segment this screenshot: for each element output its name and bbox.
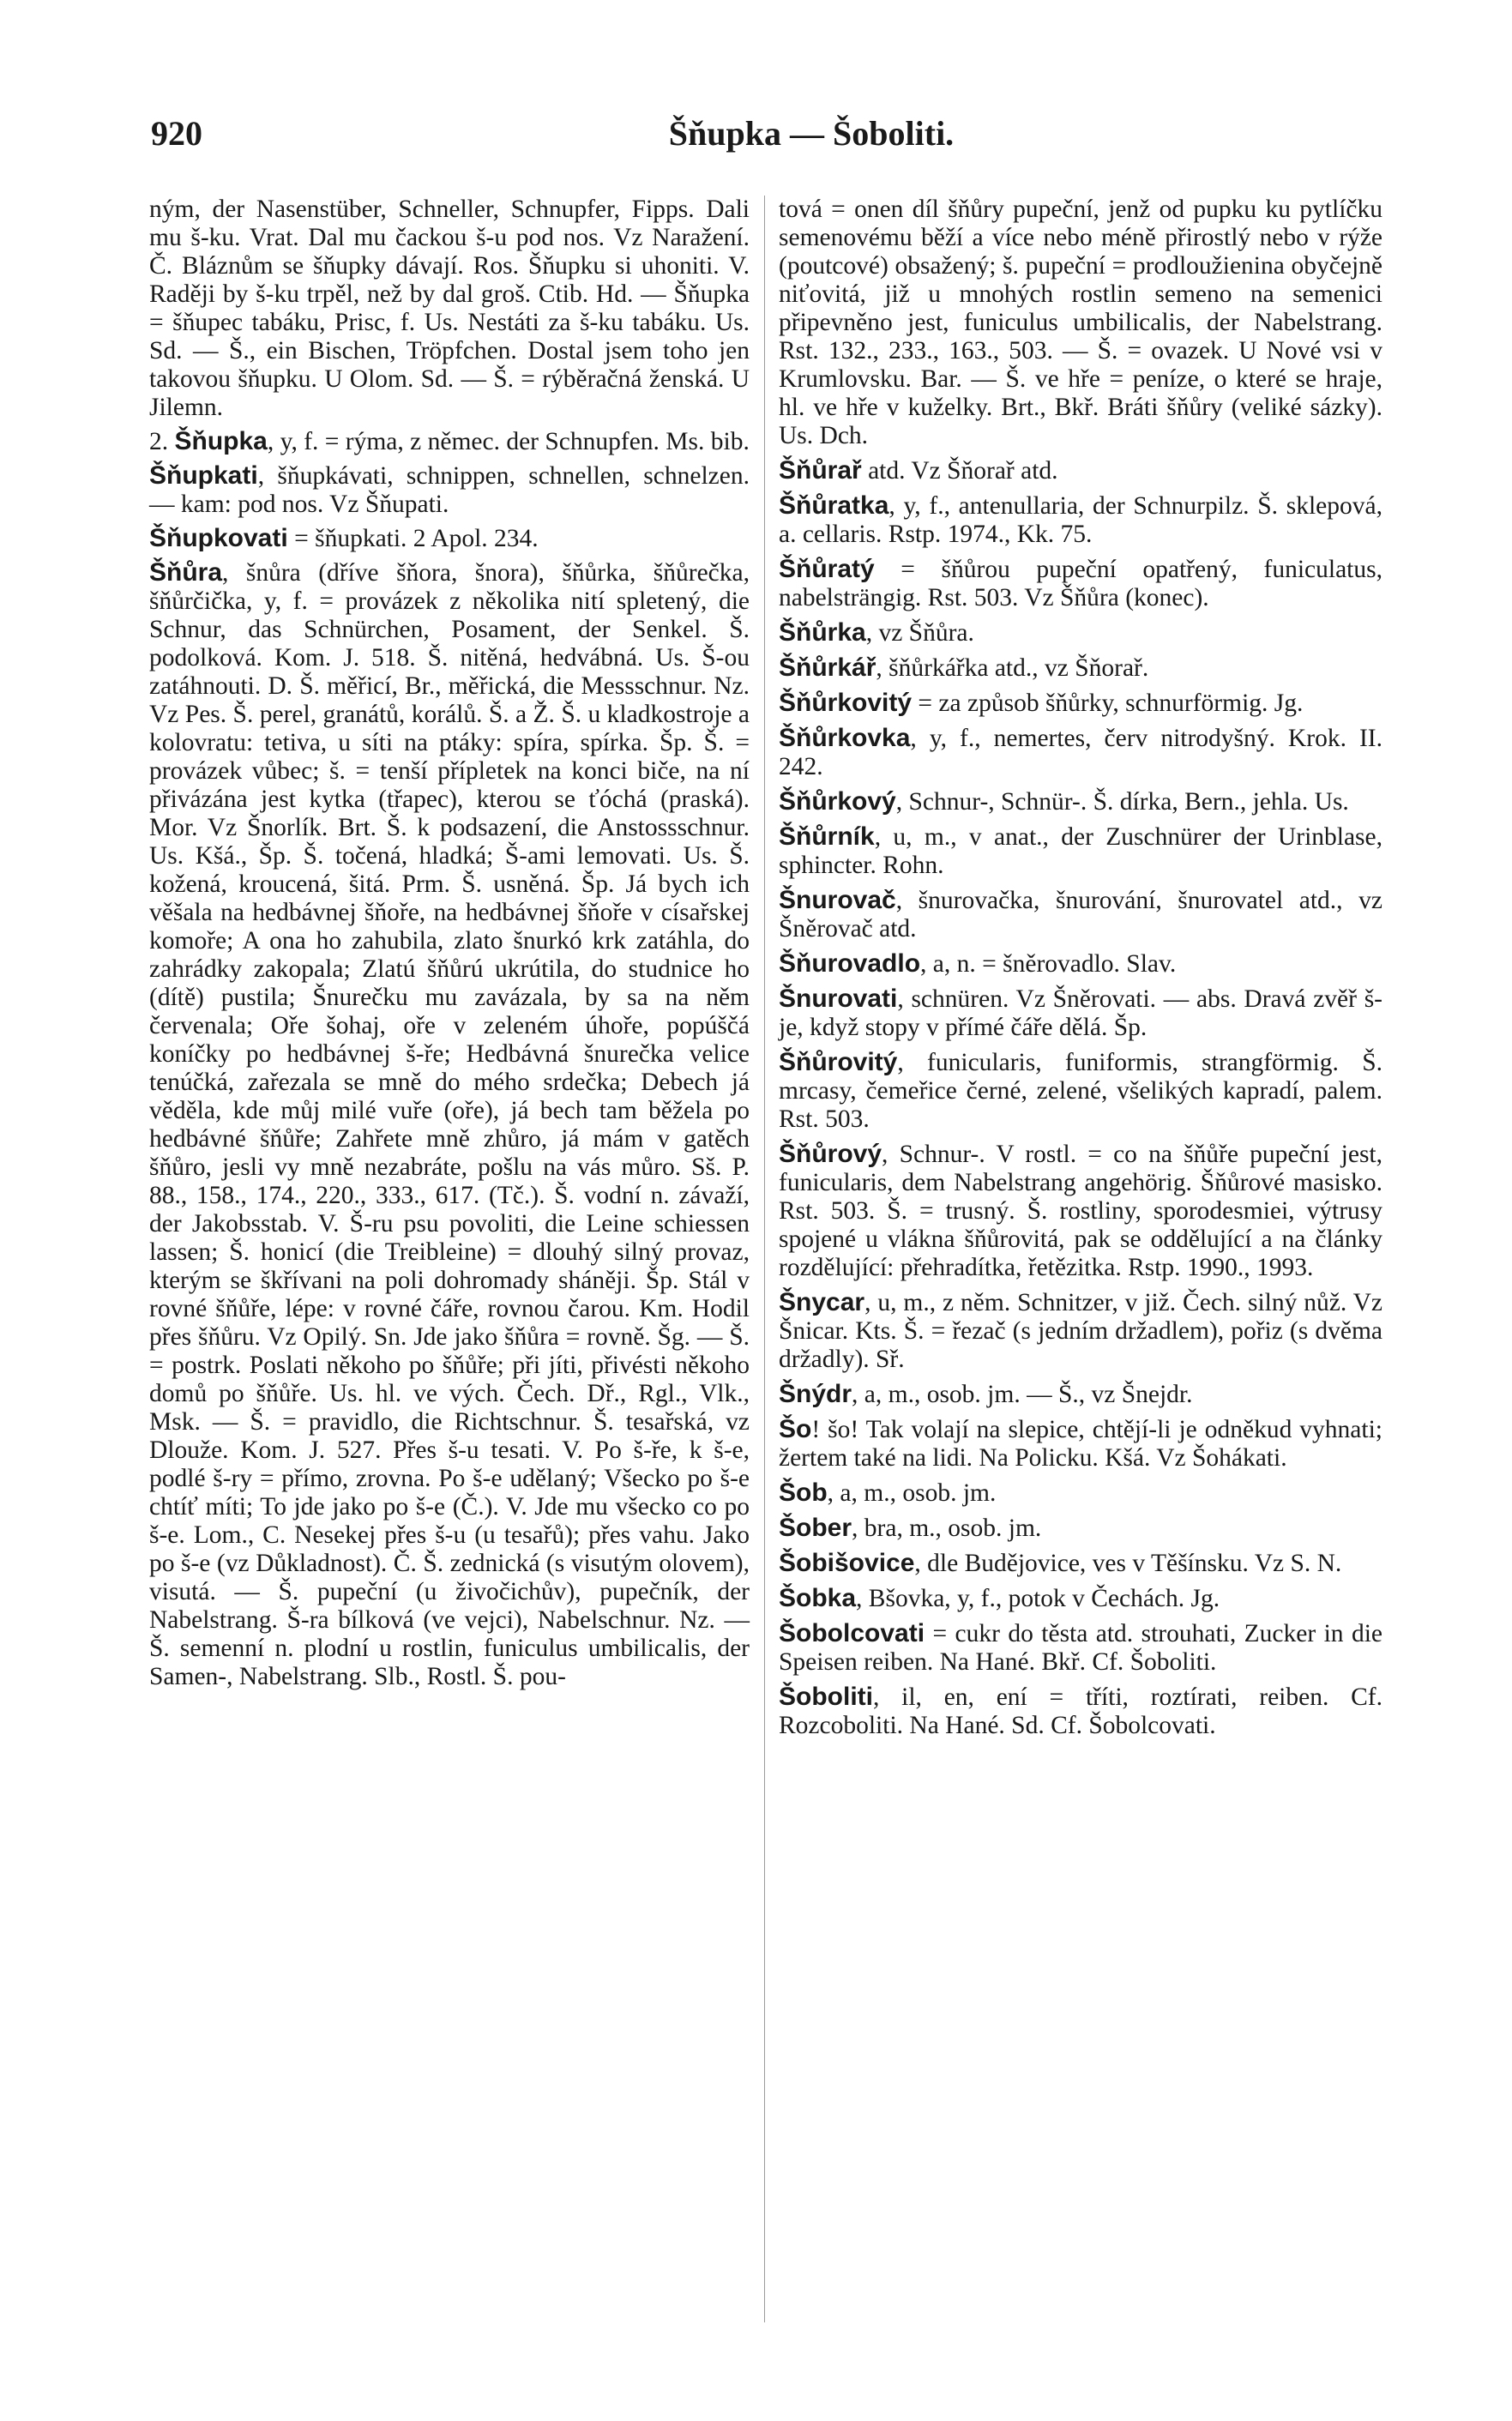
dictionary-entry: Šo! šo! Tak volají na slepice, chtějí-li je odněkud vyhnati; žertem také na lidi. Na Policku. Kšá. Vz Šohákati.	[779, 1415, 1382, 1472]
entry-headword: Šnycar	[779, 1288, 865, 1316]
entry-headword: Šňůratka	[779, 491, 889, 520]
dictionary-entry: Šobka, Bšovka, y, f., potok v Čechách. Jg.	[779, 1584, 1220, 1612]
dictionary-entry: Šňůrkovka, y, f., nemertes, červ nitrodyšný. Krok. II. 242.	[779, 724, 1382, 780]
entry-headword: Šňůrkovitý	[779, 689, 913, 717]
page-header	[151, 113, 1472, 165]
dictionary-entry: Šňůrař atd. Vz Šňorař atd.	[779, 456, 1058, 485]
entry-headword: Šobišovice	[779, 1549, 915, 1577]
entry-headword: Šňupka	[174, 427, 268, 455]
dictionary-entry: Šnýdr, a, m., osob. jm. — Š., vz Šnejdr.	[779, 1380, 1193, 1408]
dictionary-entry: Šobišovice, dle Budějovice, ves v Těšínsku. Vz S. N.	[779, 1549, 1342, 1577]
entry-headword: Šnýdr	[779, 1380, 852, 1408]
dictionary-entry: Šňůrka, vz Šňůra.	[779, 618, 974, 647]
dictionary-entry: Šob, a, m., osob. jm.	[779, 1478, 997, 1507]
left-column	[149, 196, 750, 1696]
dictionary-entry: Šňůrkář, šňůrkářka atd., vz Šňorař.	[779, 653, 1149, 682]
dictionary-entry: Šňůrník, u, m., v anat., der Zuschnürer der Urinblase, sphincter. Rohn.	[779, 822, 1382, 879]
right-column	[779, 196, 1382, 1746]
entry-headword: Šoboliti	[779, 1683, 873, 1711]
entry-headword: Šobolcovati	[779, 1619, 925, 1647]
entry-headword: Šňupkovati	[149, 524, 288, 552]
entry-headword: Šňurovadlo	[779, 949, 921, 978]
dictionary-entry: Šnycar, u, m., z něm. Schnitzer, v již. Čech. silný nůž. Vz Šnicar. Kts. Š. = řezač (s jedním držadlem), pořiz (s dvěma držadly). Sř.	[779, 1288, 1382, 1373]
dictionary-entry: Šňůratka, y, f., antenullaria, der Schnurpilz. Š. sklepová, a. cellaris. Rstp. 1974., Kk. 75.	[779, 491, 1382, 548]
entry-headword: Šobka	[779, 1584, 857, 1612]
entry-headword: Šňůratý	[779, 555, 875, 583]
entry-headword: Šňůra	[149, 558, 223, 587]
column-divider	[764, 196, 765, 2322]
dictionary-entry: Šobolcovati = cukr do těsta atd. strouhati, Zucker in die Speisen reiben. Na Hané. Bkř. Cf. Šoboliti.	[779, 1619, 1382, 1676]
dictionary-entry: 2. Šňupka, y, f. = rýma, z němec. der Schnupfen. Ms. bib.	[149, 427, 750, 455]
dictionary-entry: Šober, bra, m., osob. jm.	[779, 1514, 1042, 1542]
entry-headword: Šňůrovitý	[779, 1048, 898, 1076]
entry-headword: Šňůrka	[779, 618, 866, 647]
dictionary-entry: Šnurovati, schnüren. Vz Šněrovati. — abs. Dravá zvěř š-je, když stopy v přímé čáře dělá. Šp.	[779, 985, 1382, 1041]
dictionary-entry: Šňůra, šnůra (dříve šňora, šnora), šňůrka, šňůrečka, šňůrčička, y, f. = provázek z několika nití spletený, die Schnur, das Schnürchen, Posament, der Senkel. Š. podolková. Kom. J. 518. Š. nitěná, hedvábná. Us. Š-ou zatáhnouti. D. Š. měřicí, Br., měřická, die Messschnur. Nz. Vz Pes. Š. perel, granátů, korálů. Š. a Ž. Š. u kladkostroje a kolovratu: tetiva, u síti na ptáky: spíra, spírka. Šp. Š. = provázek vůbec; š. = tenší přípletek na konci biče, na ní přivázána jest kytka (třapec), kterou se ťóchá (praská). Mor. Vz Šnorlík. Brt. Š. k podsazení, die Anstossschnur. Us. Kšá., Šp. Š. točená, hladká; Š-ami lemovati. Us. Š. kožená, kroucená, šitá. Prm. Š. usněná. Šp. Já bych ich věšala na hedbávnej šňoře, na hedbávnej šňoře v císařskej komoře; A ona ho zahubila, zlato šnurkó krk zatáhla, do zahrádky zakopala; Zlatú šňůrú ukrútila, do studnice ho (dítě) pustila; Šnurečku mu zavázala, by sa na něm červenala; Oře šohaj, oře v zeleném úhoře, popúščá koníčky po hedbávnej š-ře; Hedbávná šnurečka velice tenúčká, zařezala se mně do mého srdečka; Debech já věděla, kde můj milé vuře (oře), já bech tam běžela po hedbávné šňůře; Zahřete mně zhůro, já mám v gatěch šňůro, jesli vy mně nezabráte, pošlu na vás můro. Sš. P. 88., 158., 174., 220., 333., 617. (Tč.). Š. vodní n. závaží, der Jakobsstab. V. Š-ru psu povoliti, die Leine schiessen lassen; Š. honicí (die Treibleine) = dlouhý silný provaz, kterým se škřívani na poli dohromady sháněji. Šp. Stál v rovné šňůře, lépe: v rovné čáře, rovnou čarou. Km. Hodil přes šňůru. Vz Opilý. Sn. Jde jako šňůra = rovně. Šg. — Š. = postrk. Poslati někoho po šňůře; při jíti, přivésti někoho domů po šňůře. Us. hl. ve vých. Čech. Dř., Rgl., Vlk., Msk. — Š. = pravidlo, die Richtschnur. Š. tesařská, vz Dlouže. Kom. J. 527. Přes š-u tesati. V. Po š-ře, k š-e, podlé š-ry = přímo, zrovna. Po š-e udělaný; Všecko po š-e chtíť míti; To jde jako po š-e (Č.). V. Jde mu všecko co po š-e. Lom., C. Nesekej přes š-u (u tesařů); přes vahu. Jako po š-e (vz Důkladnost). Č. Š. zednická (s visutým olovem), visutá. — Š. pupeční (u živočichův), pupečník, der Nabelstrang. Š-ra bílková (ve vejci), Nabelschnur. Nz. — Š. semenní n. plodní u rostlin, funiculus umbilicalis, der Samen-, Nabelstrang. Slb., Rostl. Š. pou-	[149, 558, 750, 1690]
entry-headword: Šob	[779, 1478, 828, 1507]
entry-headword: Šňupkati	[149, 461, 258, 490]
dictionary-entry: tová = onen díl šňůry pupeční, jenž od pupku ku pytlíčku semenovému běží a více nebo méně přirostlý nebo v rýže (poutcové) obsažený; š. pupeční = prodloužienina obyčejně niťovitá, již u mnohých rostlin semeno na semenici připevněno jest, funiculus umbilicalis, der Nabelstrang. Rst. 132., 233., 163., 503. — Š. = ovazek. U Nové vsi v Krumlovsku. Bar. — Š. ve hře = peníze, o které se hraje, hl. ve hře v kuželky. Brt., Bkř. Bráti šňůry (veliké sázky). Us. Dch.	[779, 196, 1382, 449]
entry-headword: Šňůrkový	[779, 787, 896, 816]
dictionary-entry: Šňůratý = šňůrou pupeční opatřený, funiculatus, nabelsträngig. Rst. 503. Vz Šňůra (konec).	[779, 555, 1382, 611]
dictionary-entry: ným, der Nasenstüber, Schneller, Schnupfer, Fipps. Dali mu š-ku. Vrat. Dal mu čackou š-u pod nos. Vz Naražení. Č. Bláznům se šňupky dávají. Ros. Šňupku si uhoniti. V. Raději by š-ku trpěl, než by dal groš. Ctib. Hd. — Šňupka = šňupec tabáku, Prisc, f. Us. Nestáti za š-ku tabáku. Us. Sd. — Š., ein Bischen, Tröpfchen. Dostal jsem toho jen takovou šňupku. U Olom. Sd. — Š. = rýběračná ženská. U Jilemn.	[149, 196, 750, 421]
entry-headword: Šňůrkovka	[779, 724, 911, 752]
dictionary-entry: Šnurovač, šnurovačka, šnurování, šnurovatel atd., vz Šněrovač atd.	[779, 886, 1382, 943]
dictionary-entry: Šňůrovitý, funicularis, funiformis, strangförmig. Š. mrcasy, čemeřice černé, zelené, všelikých kapradí, palem. Rst. 503.	[779, 1048, 1382, 1133]
entry-headword: Šňůrník	[779, 822, 875, 851]
page-number: 920	[151, 114, 202, 153]
entry-headword: Šňůrař	[779, 456, 862, 485]
entry-headword: Šnurovač	[779, 886, 896, 914]
entry-headword: Šňůrkář	[779, 653, 876, 682]
dictionary-entry: Šňůrkový, Schnur-, Schnür-. Š. dírka, Bern., jehla. Us.	[779, 787, 1349, 816]
entry-headword: Šňůrový	[779, 1140, 883, 1168]
dictionary-entry: Šňurovadlo, a, n. = šněrovadlo. Slav.	[779, 949, 1177, 978]
running-head: Šňupka — Šoboliti.	[668, 114, 955, 153]
entry-headword: Šnurovati	[779, 985, 898, 1013]
entry-headword: Šo	[779, 1415, 812, 1443]
dictionary-entry: Šňůrkovitý = za způsob šňůrky, schnurförmig. Jg.	[779, 689, 1304, 717]
dictionary-entry: Šňůrový, Schnur-. V rostl. = co na šňůře pupeční jest, funicularis, dem Nabelstrang angehörig. Šňůrové masisko. Rst. 503. Š. = trusný. Š. rostliny, sporodesmiei, výtrusy spojené u vlákna šňůrovitá, pak se oddělující a na články rozdělující: přehradítka, řetězitka. Rstp. 1990., 1993.	[779, 1140, 1382, 1281]
dictionary-entry: Šňupkovati = šňupkati. 2 Apol. 234.	[149, 524, 539, 552]
entry-headword: Šober	[779, 1514, 852, 1542]
dictionary-entry: Šoboliti, il, en, ení = tříti, roztírati, reiben. Cf. Rozcoboliti. Na Hané. Sd. Cf. Šobolcovati.	[779, 1683, 1382, 1739]
dictionary-entry: Šňupkati, šňupkávati, schnippen, schnellen, schnelzen. — kam: pod nos. Vz Šňupati.	[149, 461, 750, 518]
